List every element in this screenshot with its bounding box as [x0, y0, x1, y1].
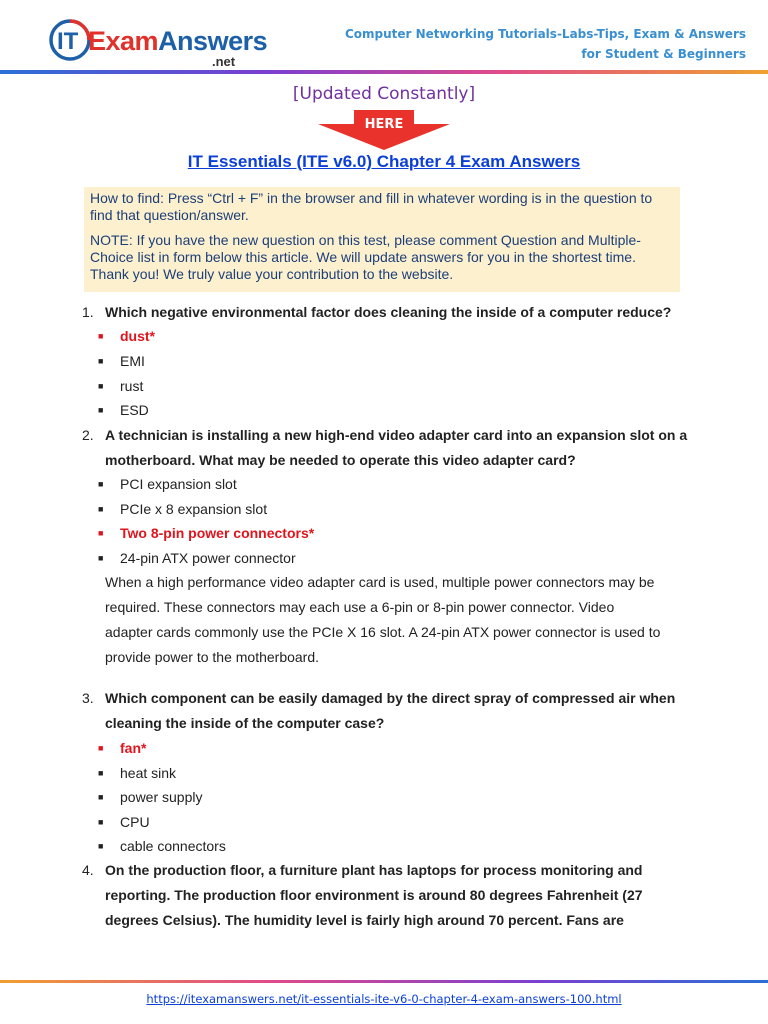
bullet-icon: ■: [98, 768, 104, 778]
bullet-icon: ■: [98, 743, 104, 753]
page-title[interactable]: IT Essentials (ITE v6.0) Chapter 4 Exam Answers: [187, 152, 581, 171]
question-text: Which negative environmental factor does cleaning the inside of a computer reduce?: [105, 304, 672, 320]
answer-option: ■ cable connectors: [98, 838, 226, 854]
question-number: 3.: [82, 690, 94, 706]
answer-option: ■ power supply: [98, 789, 203, 805]
logo-wordmark: ExamAnswers: [88, 26, 268, 56]
question-1: [82, 300, 692, 325]
answer-option: ■ PCI expansion slot: [98, 476, 237, 492]
bullet-icon: ■: [98, 504, 104, 514]
info-box: [84, 187, 680, 292]
question-3: [82, 686, 692, 736]
logo-net: .net: [212, 54, 236, 69]
updated-constantly-label: [Updated Constantly]: [292, 84, 476, 104]
bullet-icon: ■: [98, 841, 104, 851]
question-text: Which component can be easily damaged by the direct spray of compressed air when cleaning the inside of the computer case?: [105, 690, 676, 731]
tagline-line-2: for Student & Beginners: [581, 47, 746, 61]
bullet-icon: ■: [98, 817, 104, 827]
bullet-icon: ■: [98, 528, 104, 538]
answer-option: ■ ESD: [98, 402, 149, 418]
source-url-link[interactable]: https://itexamanswers.net/it-essentials-ite-v6-0-chapter-4-exam-answers-100.html: [146, 992, 622, 1006]
bullet-icon: ■: [98, 553, 104, 563]
question-number: 4.: [82, 862, 94, 878]
question-explanation: When a high performance video adapter card is used, multiple power connectors may be required. These connectors may each use a 6-pin or 8-pin power connector. Video adapter cards commonly use the PCIe X 16 slot. A 24-pin ATX power connector is used to provide power to the motherboard.: [105, 574, 661, 665]
footer-divider: [0, 980, 768, 983]
question-text: A technician is installing a new high-end video adapter card into an expansion slot on a motherboard. What may be needed to operate this video adapter card?: [105, 427, 688, 468]
here-label[interactable]: HERE: [364, 117, 404, 132]
answer-option: ■ heat sink: [98, 765, 177, 781]
how-to-find-text: How to find: Press “Ctrl + F” in the browser and fill in whatever wording is in the question to find that question/answer.: [90, 190, 653, 223]
answer-option-correct: ■ fan*: [98, 740, 147, 756]
bullet-icon: ■: [98, 381, 104, 391]
answer-option: ■ CPU: [98, 814, 150, 830]
question-text: On the production floor, a furniture plant has laptops for process monitoring and reporting. The production floor environment is around 80 degrees Fahrenheit (27 degrees Celsius). The humidity level is fairly high around 70 percent. Fans are: [105, 862, 643, 928]
question-2: [82, 423, 692, 473]
site-logo[interactable]: [48, 16, 268, 72]
bullet-icon: ■: [98, 405, 104, 415]
bullet-icon: ■: [98, 356, 104, 366]
question-number: 1.: [82, 304, 94, 320]
answer-option-correct: ■ dust*: [98, 328, 155, 344]
answer-option-correct: ■ Two 8-pin power connectors*: [98, 525, 315, 541]
tagline-line-1: Computer Networking Tutorials-Labs-Tips, Exam & Answers: [344, 27, 746, 41]
bullet-icon: ■: [98, 331, 104, 341]
header-divider: [0, 70, 768, 74]
answer-option: ■ rust: [98, 378, 144, 394]
question-4: [82, 858, 692, 933]
answer-option: ■ EMI: [98, 353, 145, 369]
site-tagline: [345, 24, 746, 64]
bullet-icon: ■: [98, 792, 104, 802]
svg-text:IT: IT: [57, 28, 79, 55]
it-logo-icon: [48, 16, 92, 64]
answer-option: ■ 24-pin ATX power connector: [98, 550, 296, 566]
note-text: NOTE: If you have the new question on this test, please comment Question and Multiple-Choice list in form below this article. We will update answers for you in the shortest time. Thank you! We truly value your contribution to the website.: [90, 232, 641, 282]
bullet-icon: ■: [98, 479, 104, 489]
answer-option: ■ PCIe x 8 expansion slot: [98, 501, 268, 517]
question-number: 2.: [82, 427, 94, 443]
